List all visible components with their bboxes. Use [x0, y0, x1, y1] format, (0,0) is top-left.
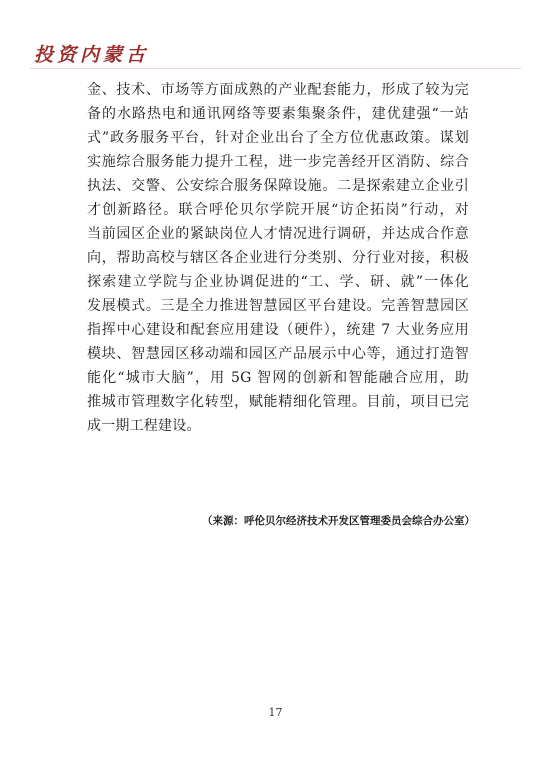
body-line: 向，帮助高校与辖区各企业进行分类别、分行业对接，积极: [87, 250, 469, 266]
body-line: 成一期工程建设。: [87, 418, 201, 434]
body-line: 实施综合服务能力提升工程，进一步完善经开区消防、综合: [87, 154, 469, 170]
body-line: 发展模式。三是全力推进智慧园区平台建设。完善智慧园区: [87, 298, 469, 314]
body-line: 模块、智慧园区移动端和园区产品展示中心等，通过打造智: [87, 346, 469, 362]
body-line: 式”政务服务平台，针对企业出台了全方位优惠政策。谋划: [87, 130, 469, 146]
page-number: 17: [268, 706, 283, 719]
body-line: 推城市管理数字化转型，赋能精细化管理。目前，项目已完: [87, 394, 469, 410]
body-line: 金、技术、市场等方面成熟的产业配套能力，形成了较为完: [87, 82, 469, 98]
body-line: 备的水路热电和通讯网络等要素集聚条件，建优建强“一站: [87, 106, 469, 122]
header-divider: [30, 68, 521, 69]
article-body: [87, 78, 469, 438]
body-line: 才创新路径。联合呼伦贝尔学院开展“访企拓岗”行动，对: [87, 202, 469, 218]
source-attribution: （来源：呼伦贝尔经济技术开发区管理委员会综合办公室）: [202, 515, 475, 527]
section-header-title: 投资内蒙古: [34, 44, 150, 66]
body-line: 当前园区企业的紧缺岗位人才情况进行调研，并达成合作意: [87, 226, 469, 242]
body-line: 探索建立学院与企业协调促进的“工、学、研、就”一体化: [87, 274, 469, 290]
body-line: 指挥中心建设和配套应用建设（硬件），统建 7 大业务应用: [87, 322, 469, 338]
body-line: 执法、交警、公安综合服务保障设施。二是探索建立企业引: [87, 178, 469, 194]
body-line: 能化“城市大脑”，用 5G 智网的创新和智能融合应用，助: [87, 370, 469, 386]
